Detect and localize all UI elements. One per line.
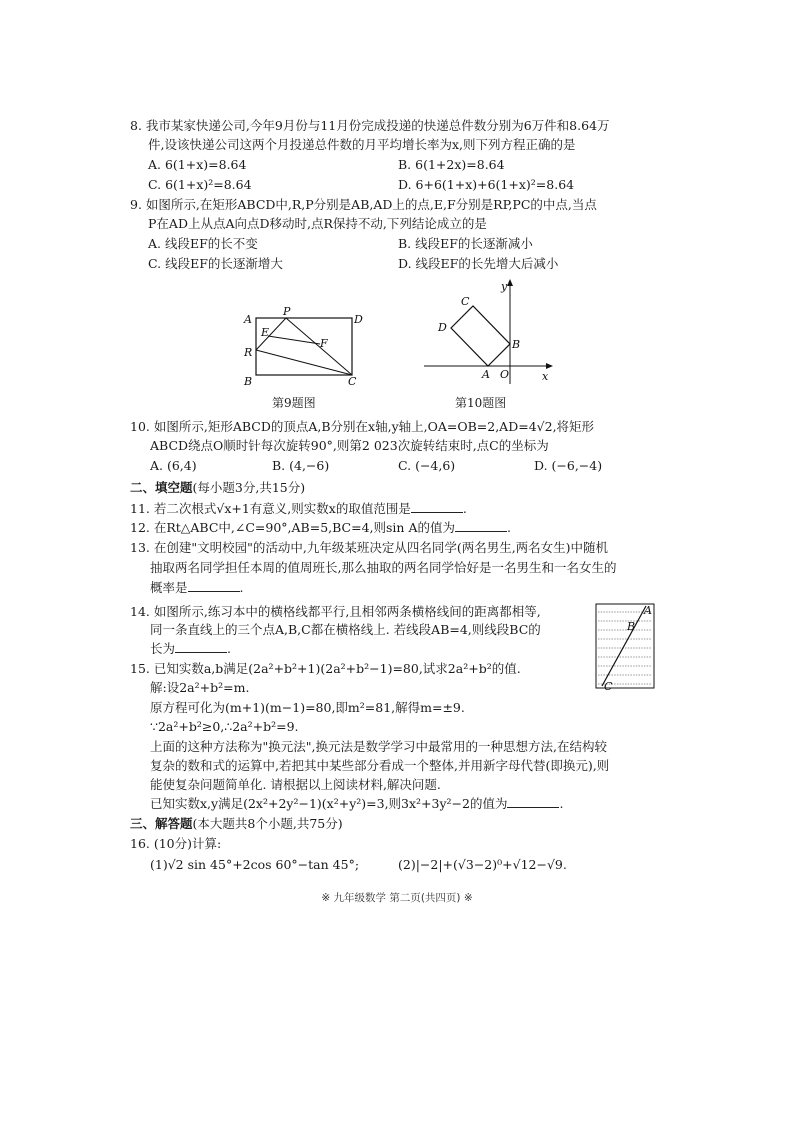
q14-line2: 同一条直线上的三个点A,B,C都在横格线上. 若线段AB=4,则线段BC的 — [150, 622, 541, 637]
q11-end: . — [462, 501, 467, 516]
fig10-label-x: x — [542, 370, 549, 383]
q8-option-b: B. 6(1+2x)=8.64 — [398, 157, 505, 172]
figure-9 — [238, 300, 368, 392]
q12 — [130, 519, 511, 537]
section-2-title: 二、填空题 — [130, 480, 193, 495]
fig14-label-a: A — [644, 604, 652, 617]
q15-line2: 解:设2a²+b²=m. — [150, 680, 250, 695]
q10-option-b: B. (4,−6) — [272, 458, 330, 473]
q13-line2: 抽取两名同学担任本周的值周班长,那么抽取的两名同学恰好是一名男生和一名女生的 — [150, 560, 617, 575]
q15-end: . — [559, 796, 564, 811]
q13-end: . — [239, 580, 244, 595]
fig9-label-e: E — [261, 326, 270, 339]
q13-line1: 13. 在创建"文明校园"的活动中,九年级某班决定从四名同学(两名男生,两名女生)中随机 — [130, 540, 609, 555]
q15-line7: 能使复杂问题简单化. 请根据以上阅读材料,解决问题. — [150, 777, 441, 792]
q8-line2: 件,设该快递公司这两个月投递总件数的月平均增长率为x,则下列方程正确的是 — [148, 137, 576, 152]
fig10-label-c: C — [461, 295, 470, 308]
figure-10 — [418, 276, 558, 388]
q10-line2: ABCD绕点O顺时针每次旋转90°,则第2 023次旋转结束时,点C的坐标为 — [150, 438, 549, 453]
figure-14 — [594, 602, 658, 692]
q15-line8 — [150, 795, 563, 813]
q11-answer-blank[interactable] — [411, 500, 463, 513]
q8-line1: 8. 我市某家快递公司,今年9月份与11月份完成投递的快递总件数分别为6万件和8.64万 — [130, 118, 610, 133]
q14-line3-text: 长为 — [150, 641, 176, 656]
fig10-label-a: A — [482, 368, 490, 381]
section-3-title: 三、解答题 — [130, 816, 193, 831]
q13-answer-blank[interactable] — [188, 579, 240, 592]
fig9-label-b: B — [244, 375, 253, 388]
q9-option-a: A. 线段EF的长不变 — [148, 236, 258, 251]
q15-line4: ∵2a²+b²≥0,∴2a²+b²=9. — [150, 719, 299, 734]
q14-line3 — [150, 640, 231, 658]
q16-part2: (2)|−2|+(√3−2)⁰+√12−√9. — [398, 857, 567, 872]
q9-option-d: D. 线段EF的长先增大后减小 — [398, 256, 559, 271]
q8-option-c: C. 6(1+x)²=8.64 — [148, 177, 252, 192]
q15-line8-text: 已知实数x,y满足(2x²+2y²−1)(x²+y²)=3,则3x²+3y²−2的值为 — [150, 796, 508, 811]
section-2-heading — [130, 479, 305, 497]
q10-option-c: C. (−4,6) — [398, 458, 456, 473]
page-footer: ※ 九年级数学 第二页(共四页) ※ — [321, 892, 473, 904]
q14-answer-blank[interactable] — [175, 640, 227, 653]
q15-line3: 原方程可化为(m+1)(m−1)=80,即m²=81,解得m=±9. — [150, 700, 465, 715]
fig10-label-b: B — [512, 338, 521, 351]
q10-option-a: A. (6,4) — [150, 458, 197, 473]
fig10-label-o: O — [500, 368, 510, 381]
q15-line1: 15. 已知实数a,b满足(2a²+b²+1)(2a²+b²−1)=80,试求2a²+b²的值. — [130, 661, 521, 676]
fig9-label-c: C — [348, 375, 357, 388]
q15-line5: 上面的这种方法称为"换元法",换元法是数学学习中最常用的一种思想方法,在结构较 — [150, 739, 607, 754]
figure-10-caption: 第10题图 — [455, 396, 507, 410]
q9-line1: 9. 如图所示,在矩形ABCD中,R,P分别是AB,AD上的点,E,F分别是RP,PC的中点,当点 — [130, 197, 597, 212]
q9-option-c: C. 线段EF的长逐渐增大 — [148, 256, 283, 271]
q13-line3 — [150, 579, 244, 597]
fig9-label-p: P — [283, 305, 291, 318]
q9-line2: P在AD上从点A向点D移动时,点R保持不动,下列结论成立的是 — [148, 216, 487, 231]
fig10-label-d: D — [438, 321, 447, 334]
q10-line1: 10. 如图所示,矩形ABCD的顶点A,B分别在x轴,y轴上,OA=OB=2,AD=4√2,将矩形 — [130, 419, 595, 434]
q9-option-b: B. 线段EF的长逐渐减小 — [398, 236, 533, 251]
fig10-label-y: y — [501, 280, 508, 293]
figure-9-caption: 第9题图 — [272, 396, 316, 410]
q13-line3-text: 概率是 — [150, 580, 188, 595]
q16-part1: (1)√2 sin 45°+2cos 60°−tan 45°; — [150, 857, 360, 872]
q8-option-d: D. 6+6(1+x)+6(1+x)²=8.64 — [398, 177, 575, 192]
fig9-label-d: D — [354, 313, 363, 326]
section-3-note: (本大题共8个小题,共75分) — [192, 816, 343, 831]
section-2-note: (每小题3分,共15分) — [192, 480, 306, 495]
q12-text: 12. 在Rt△ABC中,∠C=90°,AB=5,BC=4,则sin A的值为 — [130, 520, 455, 535]
q16-line1: 16. (10分)计算: — [130, 836, 222, 851]
fig14-label-b: B — [627, 620, 636, 633]
q12-end: . — [506, 520, 511, 535]
q12-answer-blank[interactable] — [455, 519, 507, 532]
q14-end: . — [227, 641, 231, 656]
fig9-label-f: F — [320, 337, 328, 350]
section-3-heading — [130, 815, 343, 833]
q8-option-a: A. 6(1+x)=8.64 — [148, 157, 247, 172]
q11-text: 11. 若二次根式√x+1有意义,则实数x的取值范围是 — [130, 501, 411, 516]
q15-answer-blank[interactable] — [507, 795, 559, 808]
fig9-label-a: A — [244, 313, 252, 326]
q14-line1: 14. 如图所示,练习本中的横格线都平行,且相邻两条横格线间的距离都相等, — [130, 604, 541, 619]
q11 — [130, 500, 467, 518]
fig14-label-c: C — [604, 680, 613, 692]
q10-option-d: D. (−6,−4) — [534, 458, 603, 473]
q15-line6: 复杂的数和式的运算中,若把其中某些部分看成一个整体,并用新字母代替(即换元),则 — [150, 758, 610, 773]
fig9-label-r: R — [244, 346, 253, 359]
